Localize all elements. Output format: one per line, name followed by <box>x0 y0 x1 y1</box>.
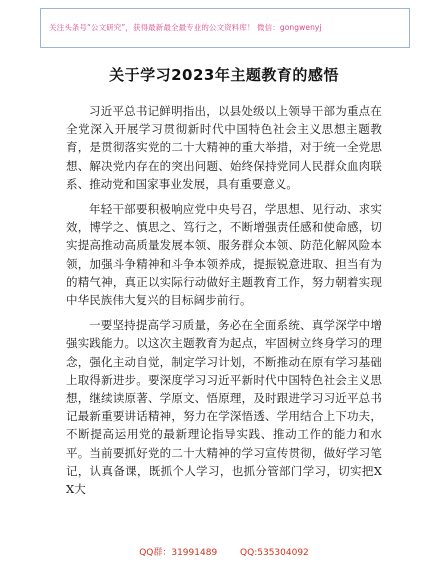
promo-banner <box>40 8 410 48</box>
footer-qq: QQ:535304092 <box>240 548 309 558</box>
document-title: 关于学习2023年主题教育的感悟 <box>109 66 339 84</box>
document-body <box>66 102 382 505</box>
promo-banner-text: 关注头条号“公文研究”，获得最新最全最专业的公文资料库！ 微信：gongwenyj <box>49 23 322 32</box>
paragraph-3: 一要坚持提高学习质量，务必在全面系统、真学深学中增强实践能力。以这次主题教育为起点，牢固树立终身学习的理念，强化主动自觉，制定学习计划，不断推动在原有学习基础上取得新进步。要深度学习习近平新时代中国特色社会主义思想，继续读原著、学原文、悟原理，及时跟进学习习近平总书记最新重要讲话精神，努力在学深悟透、学用结合上下功夫，不断提高运用党的最新理论指导实践、推动工作的能力和水平。当前要抓好党的二十大精神的学习宣传贯彻，做好学习笔记，认真备课，既抓个人学习，也抓分管部门学习，切实把XX大 <box>66 318 382 497</box>
paragraph-2: 年轻干部要积极响应党中央号召，学思想、见行动、求实效，博学之、慎思之、笃行之，不断增强责任感和使命感，切实提高推动高质量发展本领、服务群众本领、防范化解风险本领，加强斗争精神和斗争本领养成，提振锐意进取、担当有为的精气神，真正以实际行动做好主题教育工作，努力朝着实现中华民族伟大复兴的目标阔步前行。 <box>66 202 382 308</box>
paragraph-1: 习近平总书记鲜明指出，以县处级以上领导干部为重点在全党深入开展学习贯彻新时代中国特色社会主义思想主题教育，是贯彻落实党的二十大精神的重大举措，对于统一全党思想、解决党内存在的突出问题、始终保持党同人民群众血肉联系、推动党和国家事业发展，具有重要意义。 <box>66 104 382 191</box>
footer-qq-group: QQ群：31991489 <box>139 548 218 558</box>
footer-contact <box>0 545 448 558</box>
